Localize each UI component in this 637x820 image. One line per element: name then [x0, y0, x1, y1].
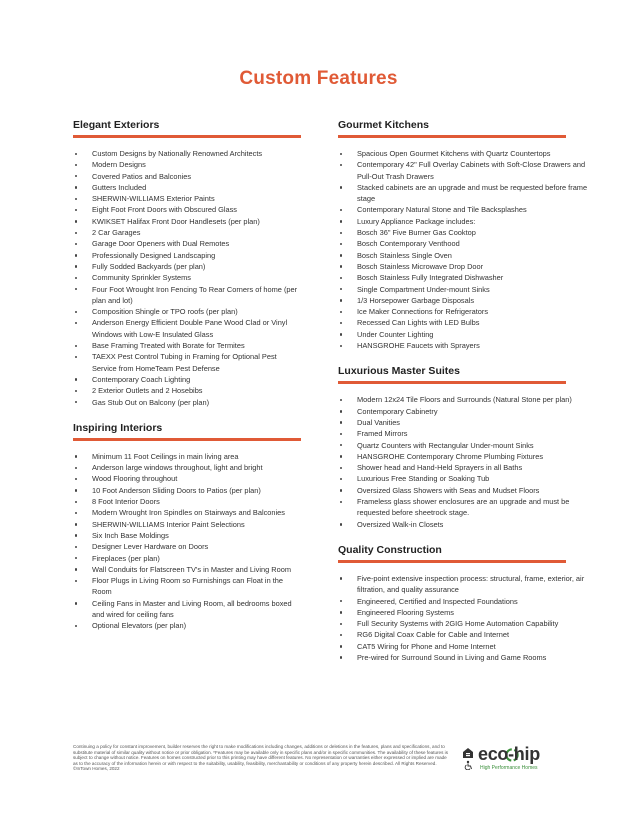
list-item: Minimum 11 Foot Ceilings in main living area — [73, 451, 301, 462]
list-item: Luxurious Free Standing or Soaking Tub — [338, 473, 593, 484]
list-item: SHERWIN-WILLIAMS Exterior Paints — [73, 193, 301, 204]
left-column — [73, 119, 301, 632]
list-item: Modern Designs — [73, 159, 301, 170]
list-item: Gas Stub Out on Balcony (per plan) — [73, 397, 301, 408]
eco-hip-logo — [478, 744, 564, 774]
list-item: Modern 12x24 Tile Floors and Surrounds (Natural Stone per plan) — [338, 394, 593, 405]
section-quality-construction — [338, 544, 593, 663]
list-item: Anderson Energy Efficient Double Pane Wood Clad or Vinyl Windows with Low-E Insulated Glass — [73, 317, 301, 340]
list-item: Five-point extensive inspection process: structural, frame, exterior, air filtration, and quality assurance — [338, 573, 593, 596]
list-item: 10 Foot Anderson Sliding Doors to Patios (per plan) — [73, 485, 301, 496]
list-item: Designer Lever Hardware on Doors — [73, 541, 301, 552]
logo-text: eco-hip — [478, 744, 540, 764]
list-item: Bosch Stainless Microwave Drop Door — [338, 261, 593, 272]
section-heading: Gourmet Kitchens — [338, 119, 430, 131]
list-item: Recessed Can Lights with LED Bulbs — [338, 317, 593, 328]
list-item: Oversized Walk-in Closets — [338, 519, 593, 530]
right-column — [338, 119, 593, 663]
section-elegant-exteriors — [73, 119, 301, 408]
section-heading: Elegant Exteriors — [73, 119, 160, 131]
list-item: Contemporary 42" Full Overlay Cabinets with Soft-Close Drawers and Pull-Out Trash Drawers — [338, 159, 593, 182]
list-item: Bosch Stainless Single Oven — [338, 250, 593, 261]
list-item: Bosch Contemporary Venthood — [338, 238, 593, 249]
list-item: Wall Conduits for Flatscreen TV's in Master and Living Room — [73, 564, 301, 575]
list-item: Bosch Stainless Fully Integrated Dishwasher — [338, 272, 593, 283]
list-item: Dual Vanities — [338, 417, 593, 428]
list-item: Luxury Appliance Package includes: — [338, 216, 593, 227]
feature-list — [73, 451, 301, 632]
list-item: 8 Foot Interior Doors — [73, 496, 301, 507]
section-divider — [338, 135, 566, 138]
page-title: Custom Features — [239, 68, 398, 89]
feature-list — [338, 148, 593, 351]
list-item: Eight Foot Front Doors with Obscured Glass — [73, 204, 301, 215]
list-item: Community Sprinkler Systems — [73, 272, 301, 283]
list-item: Gutters Included — [73, 182, 301, 193]
logo-tagline: High Performance Homes — [480, 765, 538, 771]
section-heading: Inspiring Interiors — [73, 421, 163, 434]
list-item: Quartz Counters with Rectangular Under-mount Sinks — [338, 440, 593, 451]
list-item: Four Foot Wrought Iron Fencing To Rear Corners of home (per plan and lot) — [73, 284, 301, 307]
list-item: Frameless glass shower enclosures are an upgrade and must be requested before sheetrock stage. — [338, 496, 593, 519]
section-heading: Luxurious Master Suites — [338, 365, 460, 378]
list-item: Contemporary Coach Lighting — [73, 374, 301, 385]
list-item: 1/3 Horsepower Garbage Disposals — [338, 295, 593, 306]
equal-housing-icon — [463, 748, 473, 770]
list-item: Professionally Designed Landscaping — [73, 250, 301, 261]
list-item: Contemporary Cabinetry — [338, 406, 593, 417]
list-item: HANSGROHE Faucets with Sprayers — [338, 340, 593, 351]
section-divider — [338, 381, 566, 384]
section-divider — [73, 438, 301, 441]
list-item: Shower head and Hand-Held Sprayers in all Baths — [338, 462, 593, 473]
list-item: Single Compartment Under-mount Sinks — [338, 284, 593, 295]
list-item: Under Counter Lighting — [338, 329, 593, 340]
list-item: 2 Car Garages — [73, 227, 301, 238]
feature-list — [338, 394, 593, 530]
feature-list — [338, 573, 593, 663]
list-item: Stacked cabinets are an upgrade and must be requested before frame stage — [338, 182, 593, 205]
list-item: Oversized Glass Showers with Seas and Mudset Floors — [338, 485, 593, 496]
list-item: Composition Shingle or TPO roofs (per plan) — [73, 306, 301, 317]
section-divider — [73, 135, 301, 138]
list-item: Engineered Flooring Systems — [338, 607, 593, 618]
section-heading: Quality Construction — [338, 543, 442, 556]
feature-list — [73, 148, 301, 408]
list-item: Framed Mirrors — [338, 428, 593, 439]
list-item: CAT5 Wiring for Phone and Home Internet — [338, 641, 593, 652]
list-item: KWIKSET Halifax Front Door Handlesets (per plan) — [73, 216, 301, 227]
list-item: Fully Sodded Backyards (per plan) — [73, 261, 301, 272]
list-item: Ceiling Fans in Master and Living Room, all bedrooms boxed and wired for ceiling fans — [73, 598, 301, 621]
list-item: TAEXX Pest Control Tubing in Framing for Optional Pest Service from HomeTeam Pest Defense — [73, 351, 301, 374]
list-item: Optional Elevators (per plan) — [73, 620, 301, 631]
list-item: Contemporary Natural Stone and Tile Backsplashes — [338, 204, 593, 215]
list-item: HANSGROHE Contemporary Chrome Plumbing Fixtures — [338, 451, 593, 462]
list-item: Modern Wrought Iron Spindles on Stairways and Balconies — [73, 507, 301, 518]
section-divider — [338, 560, 566, 563]
list-item: Base Framing Treated with Borate for Termites — [73, 340, 301, 351]
list-item: RG6 Digital Coax Cable for Cable and Internet — [338, 629, 593, 640]
list-item: Ice Maker Connections for Refrigerators — [338, 306, 593, 317]
section-gourmet-kitchens — [338, 119, 593, 351]
list-item: Covered Patios and Balconies — [73, 171, 301, 182]
list-item: Engineered, Certified and Inspected Foundations — [338, 596, 593, 607]
list-item: Wood Flooring throughout — [73, 473, 301, 484]
list-item: Custom Designs by Nationally Renowned Architects — [73, 148, 301, 159]
list-item: 2 Exterior Outlets and 2 Hosebibs — [73, 385, 301, 396]
list-item: SHERWIN-WILLIAMS Interior Paint Selections — [73, 519, 301, 530]
list-item: Full Security Systems with 2GIG Home Automation Capability — [338, 618, 593, 629]
list-item: Floor Plugs in Living Room so Furnishings can Float in the Room — [73, 575, 301, 598]
list-item: Six Inch Base Moldings — [73, 530, 301, 541]
list-item: Anderson large windows throughout, light and bright — [73, 462, 301, 473]
list-item: Bosch 36" Five Burner Gas Cooktop — [338, 227, 593, 238]
list-item: Fireplaces (per plan) — [73, 553, 301, 564]
list-item: Garage Door Openers with Dual Remotes — [73, 238, 301, 249]
footer-disclaimer: Continuing a policy for constant improvement, builder reserves the right to make modifications including changes, additions or deletions in the features, plans and specifications, and to substitute material of similar quality without notice or prior obligation. *Features may be available only in specific plans and/or in specific communities. The availability of these features is subject to change without notice. Features on homes constructed prior to this printing may have different features. No representation or warranties either expressed or implied are made as to the accuracy of the information herein or with respect to the suitability, usability, feasibility, merchantability or conditions of any property herein described. All Rights Reserved. ©InTown Homes, 2022 — [73, 744, 448, 772]
accessibility-icon — [467, 761, 469, 763]
list-item: Pre-wired for Surround Sound in Living and Game Rooms — [338, 652, 593, 663]
list-item: Spacious Open Gourmet Kitchens with Quartz Countertops — [338, 148, 593, 159]
section-inspiring-interiors — [73, 422, 301, 632]
section-luxurious-master-suites — [338, 365, 593, 530]
